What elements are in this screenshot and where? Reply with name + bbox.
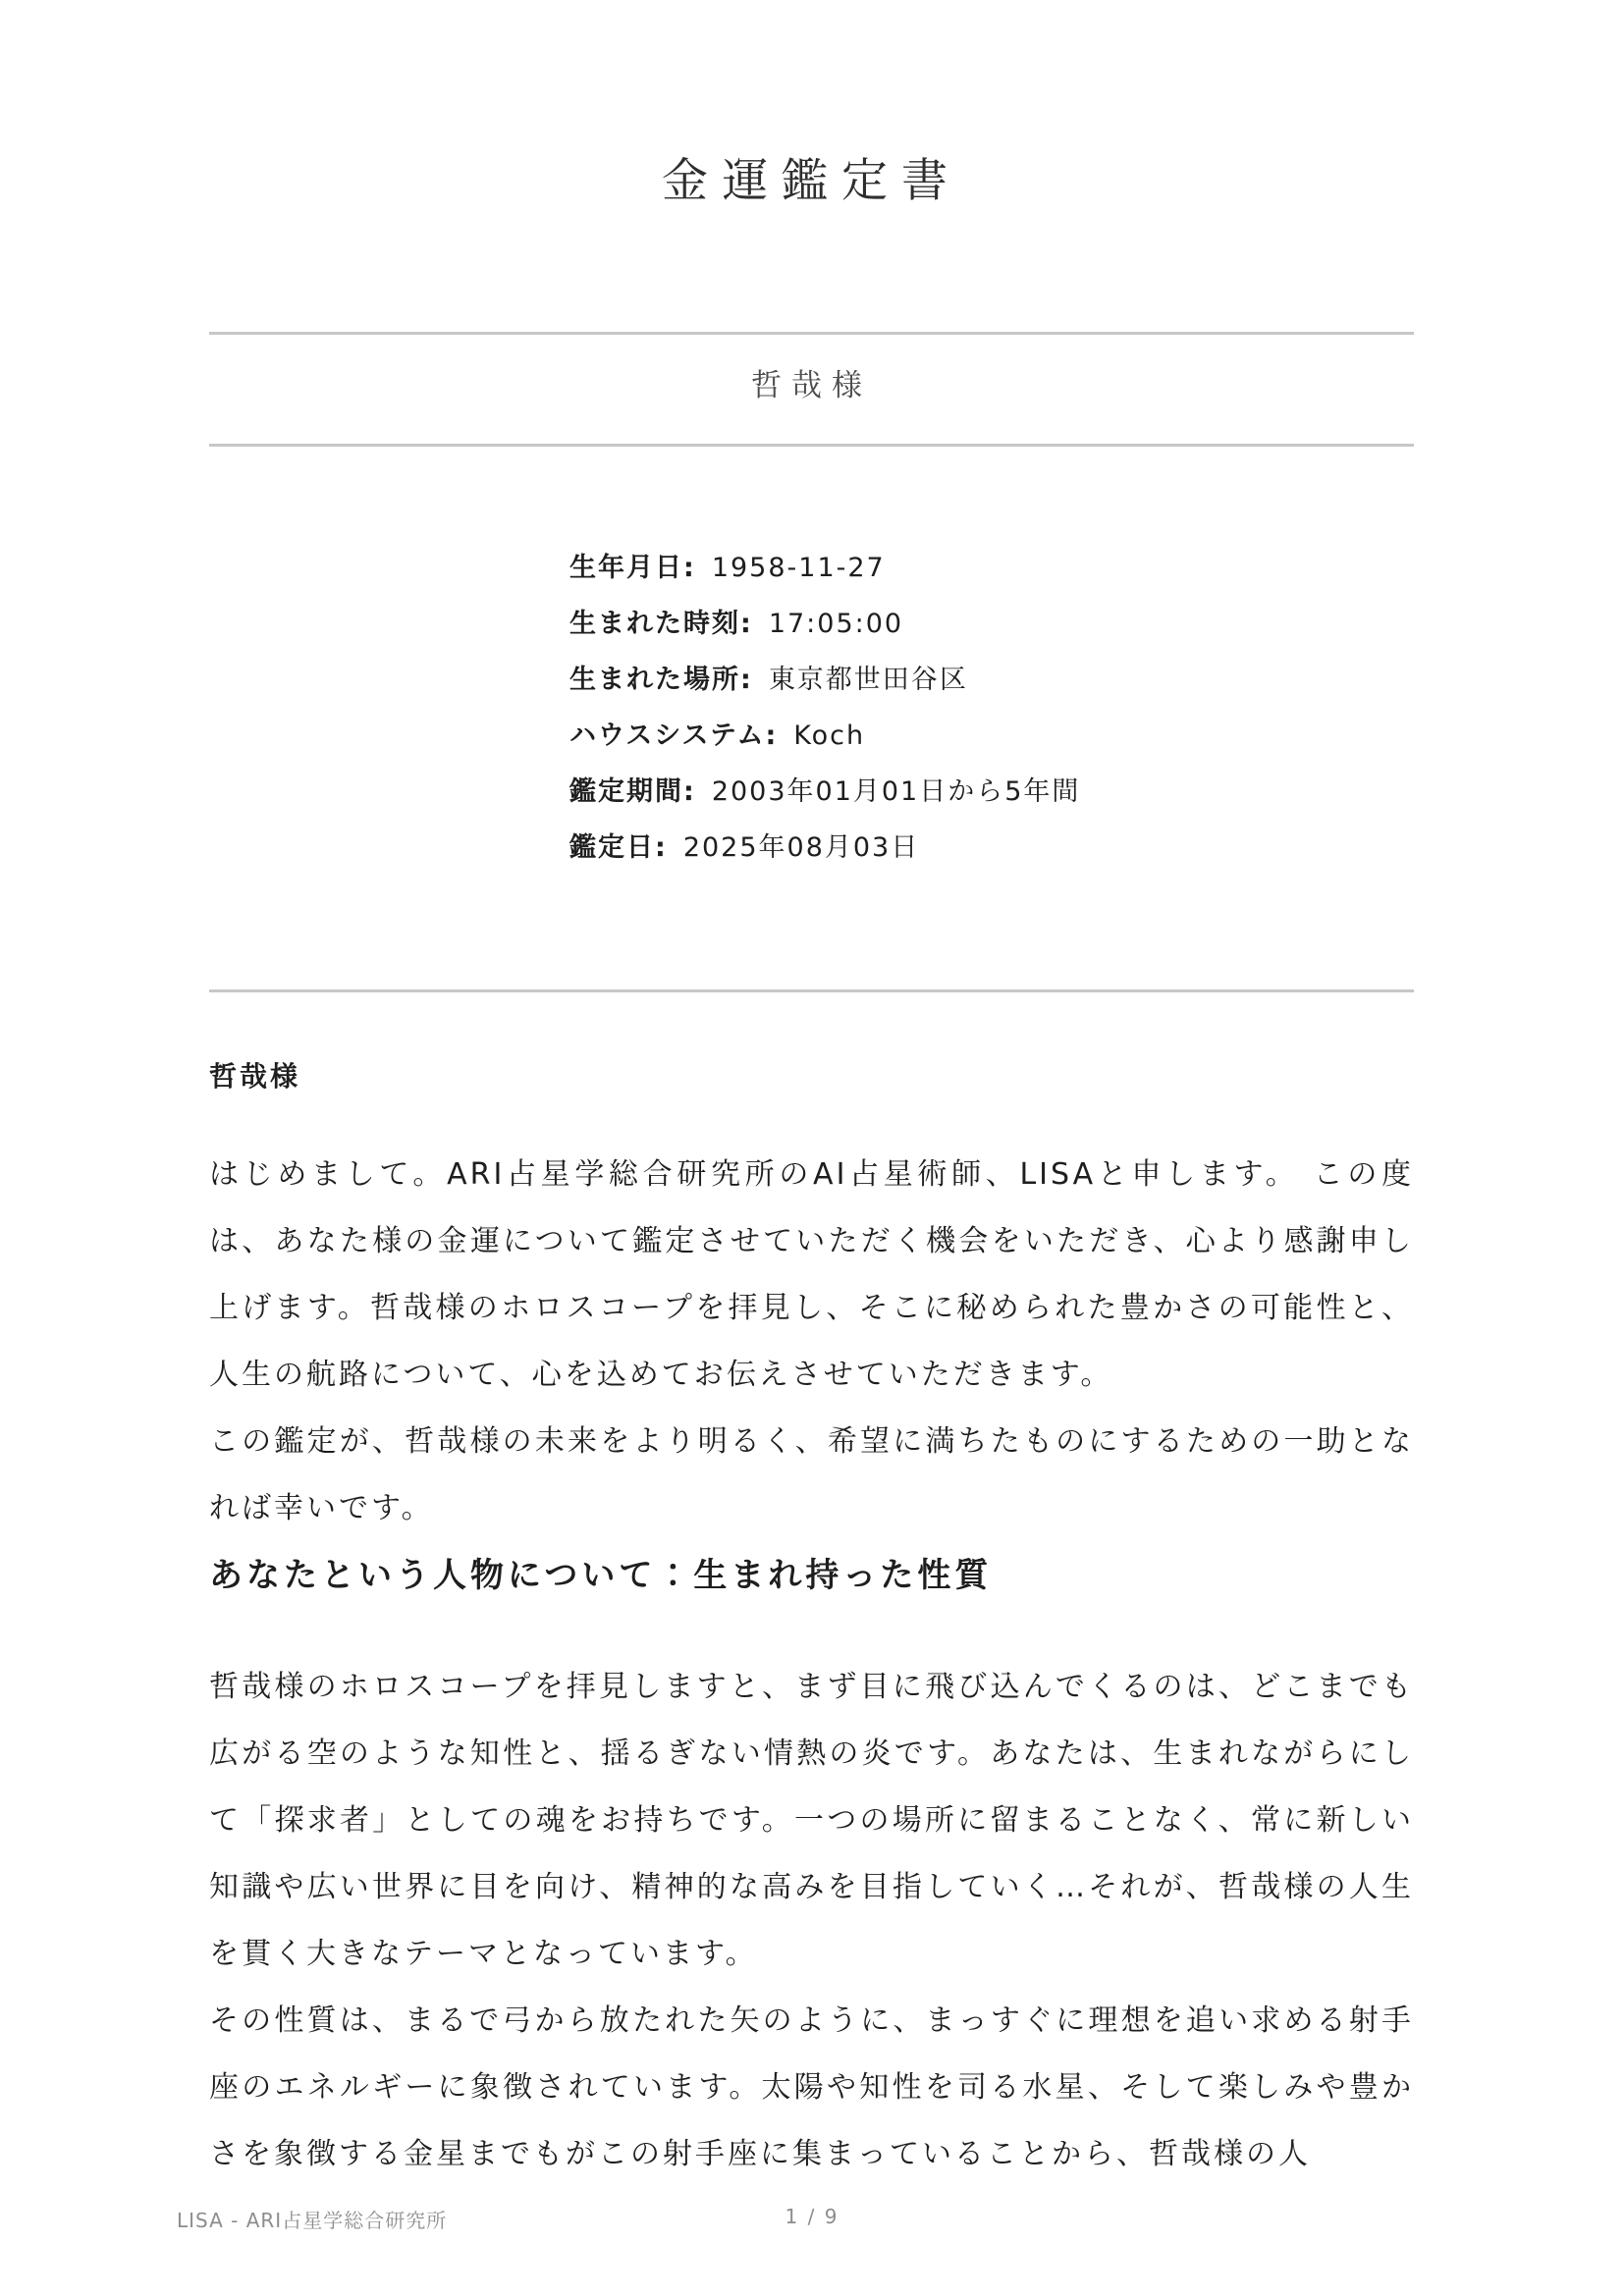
info-row-birthplace (569, 652, 1414, 708)
info-row-appraisal-date (569, 820, 1414, 876)
birth-info-block (569, 540, 1414, 876)
page-number: 1 / 9 (785, 2205, 839, 2228)
section-divider (209, 989, 1414, 992)
footer-brand: LISA - ARI占星学総合研究所 (177, 2209, 448, 2232)
greeting-name: 哲哉様 (209, 1060, 301, 1093)
info-value: 2025年08月03日 (682, 832, 920, 863)
info-value: 17:05:00 (768, 609, 904, 639)
section-paragraph: その性質は、まるで弓から放たれた矢のように、まっすぐに理想を追い求める射手座のエネルギーに象徴されています。太陽や知性を司る水星、そして楽しみや豊かさを象徴する金星までもがこの射手座に集まっていることから、哲哉様の人 (209, 2003, 1414, 2171)
info-label: 生年月日: (569, 553, 696, 583)
info-value: 東京都世田谷区 (768, 665, 968, 695)
info-label: 生まれた場所: (569, 665, 753, 695)
info-label: 鑑定日: (569, 832, 668, 863)
intro-paragraph: はじめまして。ARI占星学総合研究所のAI占星術師、LISAと申します。 この度は、あなた様の金運について鑑定させていただく機会をいただき、心より感謝申し上げます。哲哉様のホロスコープを拝見し、そこに秘められた豊かさの可能性と、人生の航路について、心を込めてお伝えさせていただきます。 (209, 1157, 1414, 1392)
info-value: 1958-11-27 (711, 553, 886, 583)
info-row-appraisal-period (569, 764, 1414, 820)
client-name-heading: 哲哉様 (751, 368, 872, 403)
info-row-birthdate (569, 540, 1414, 596)
report-title: 金運鑑定書 (662, 154, 961, 208)
name-divider (209, 444, 1414, 447)
info-label: 生まれた時刻: (569, 609, 753, 639)
info-value: Koch (793, 721, 866, 751)
title-divider (209, 332, 1414, 335)
info-label: 鑑定期間: (569, 776, 696, 807)
info-row-house-system (569, 708, 1414, 764)
report-content (209, 0, 1414, 2188)
info-label: ハウスシステム: (569, 721, 779, 751)
section-paragraph: 哲哉様のホロスコープを拝見しますと、まず目に飛び込んでくるのは、どこまでも広がる空のような知性と、揺るぎない情熱の炎です。あなたは、生まれながらにして「探求者」としての魂をお持ちです。一つの場所に留まることなく、常に新しい知識や広い世界に目を向け、精神的な高みを目指していく…それが、哲哉様の人生を貫く大きなテーマとなっています。 (209, 1670, 1414, 1971)
info-value: 2003年01月01日から5年間 (711, 776, 1081, 807)
page-footer (177, 2205, 1447, 2234)
info-row-birthtime (569, 596, 1414, 652)
section-heading: あなたという人物について：生まれ持った性質 (209, 1556, 993, 1595)
intro-paragraph: この鑑定が、哲哉様の未来をより明るく、希望に満ちたものにするための一助となれば幸いです。 (209, 1424, 1414, 1525)
